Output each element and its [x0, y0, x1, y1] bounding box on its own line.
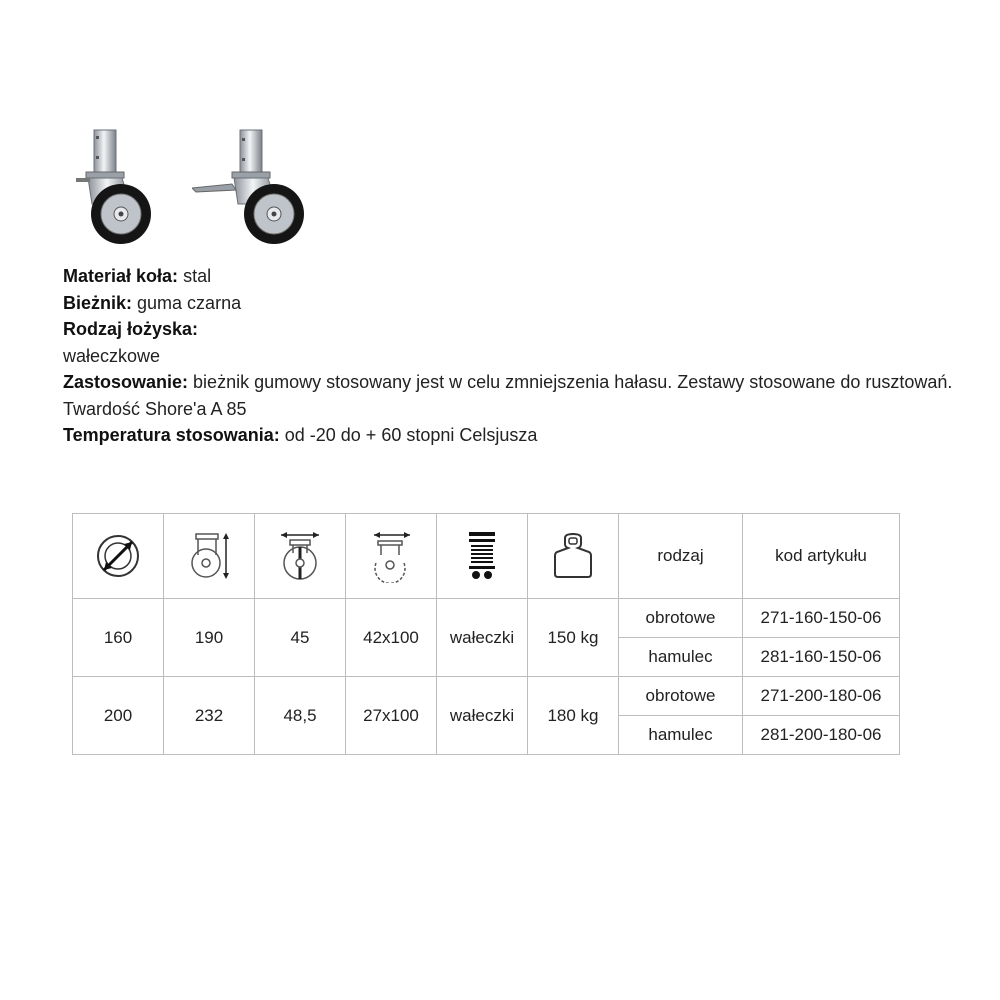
cell-type: hamulec [619, 716, 743, 755]
spec-temperature: Temperatura stosowania: od -20 do + 60 stopni Celsjusza [63, 425, 538, 445]
cell-width: 45 [255, 599, 346, 677]
cell-type: obrotowe [619, 599, 743, 638]
cell-bearing: wałeczki [437, 677, 528, 755]
cell-bearing: wałeczki [437, 599, 528, 677]
wheel-width-icon [255, 514, 346, 599]
cell-type: hamulec [619, 638, 743, 677]
bearing-type-icon [437, 514, 528, 599]
cell-diameter: 200 [73, 677, 164, 755]
cell-type: obrotowe [619, 677, 743, 716]
mounting-size-icon [346, 514, 437, 599]
cell-load: 150 kg [528, 599, 619, 677]
product-table [72, 513, 900, 755]
cell-load: 180 kg [528, 677, 619, 755]
cell-article-code: 281-160-150-06 [743, 638, 900, 677]
cell-diameter: 160 [73, 599, 164, 677]
spec-application: Zastosowanie: bieżnik gumowy stosowany jest w celu zmniejszenia hałasu. Zestawy stosowane do rusztowań. Twardość Shore'a A 85 [63, 372, 953, 419]
cell-height: 232 [164, 677, 255, 755]
cell-width: 48,5 [255, 677, 346, 755]
cell-mount: 27x100 [346, 677, 437, 755]
spec-bearing-type: Rodzaj łożyska: [63, 319, 199, 339]
load-capacity-icon [528, 514, 619, 599]
spec-bearing-value: wałeczkowe [63, 345, 161, 366]
wheel-diameter-icon [73, 514, 164, 599]
swivel-castor-image [72, 126, 172, 246]
table-row [73, 599, 900, 638]
overall-height-icon [164, 514, 255, 599]
product-photos [64, 126, 324, 246]
brake-castor-image [192, 126, 317, 246]
header-type: rodzaj [619, 514, 743, 599]
table-row [73, 677, 900, 716]
cell-article-code: 281-200-180-06 [743, 716, 900, 755]
specifications [63, 263, 973, 449]
cell-article-code: 271-200-180-06 [743, 677, 900, 716]
cell-height: 190 [164, 599, 255, 677]
cell-mount: 42x100 [346, 599, 437, 677]
spec-tread: Bieżnik: guma czarna [63, 292, 242, 313]
header-article-code: kod artykułu [743, 514, 900, 599]
cell-article-code: 271-160-150-06 [743, 599, 900, 638]
spec-wheel-material: Materiał koła: stal [63, 266, 212, 286]
table-header-row [73, 514, 900, 599]
